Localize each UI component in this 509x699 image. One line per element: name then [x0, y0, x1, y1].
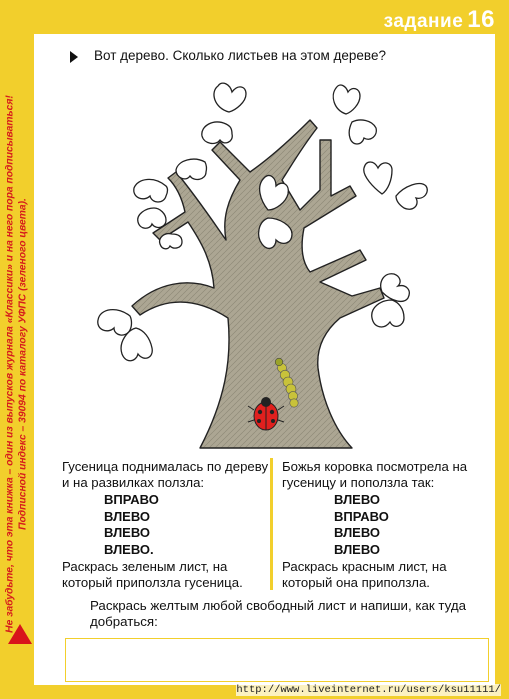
leaf: [381, 274, 410, 302]
direction-item: ВПРАВО: [334, 508, 389, 524]
ladybug-intro-line-2: гусеницу и поползла так:: [282, 475, 435, 490]
direction-item: ВЛЕВО.: [104, 541, 154, 557]
triangle-marker-icon: [8, 624, 32, 644]
task-word: задание: [383, 11, 464, 32]
leaf: [214, 83, 246, 112]
bottom-task-line-1: Раскрась желтым любой свободный лист и напиши, как туда: [90, 598, 466, 613]
direction-item: ВЛЕВО: [104, 525, 151, 540]
leaf: [98, 310, 132, 335]
direction-item: ВЛЕВО: [104, 508, 151, 524]
bottom-task-line-2: добраться:: [90, 614, 158, 629]
caterpillar-directions: [104, 492, 159, 558]
tree-illustration: [90, 76, 450, 458]
direction-item: ВЛЕВО: [334, 492, 381, 507]
caterpillar-task-line-2: который приползла гусеница.: [62, 575, 243, 590]
leaf: [134, 179, 168, 202]
leaf: [333, 85, 360, 114]
direction-item: ВПРАВО: [104, 492, 159, 507]
leaf: [349, 120, 376, 144]
task-heading: [384, 6, 495, 34]
leaf: [372, 300, 404, 327]
caterpillar-intro-line-2: и на развилках ползла:: [62, 475, 205, 490]
subscription-note: [5, 95, 30, 633]
task-number: 16: [467, 6, 495, 33]
leaf: [396, 184, 427, 210]
bottom-task: [90, 598, 490, 630]
subscription-line-2: Подписной индекс – 39094 по каталогу УФПС (зеленого цвета).: [17, 198, 28, 530]
leaf: [364, 162, 392, 194]
direction-item: ВЛЕВО: [334, 525, 381, 540]
tree-trunk: [132, 120, 384, 448]
ladybug-intro: [282, 459, 467, 491]
caterpillar-intro: [62, 459, 268, 491]
watermark-url: http://www.liveinternet.ru/users/ksu11111/: [236, 684, 501, 696]
question-text: [74, 48, 386, 63]
leaf: [176, 159, 206, 179]
answer-box[interactable]: [65, 638, 489, 682]
subscription-line-1: Не забудьте, что эта книжка – один из выпусков журнала «Классики» и на него пора подписываться!: [4, 95, 16, 633]
caterpillar-task: [62, 559, 243, 591]
leaf: [138, 208, 166, 228]
leaf: [202, 122, 232, 144]
ladybug-task: [282, 559, 447, 591]
column-divider: [270, 458, 273, 590]
ladybug-directions: [334, 492, 389, 558]
caterpillar-task-line-1: Раскрась зеленым лист, на: [62, 559, 228, 574]
ladybug-intro-line-1: Божья коровка посмотрела на: [282, 459, 468, 474]
caterpillar-intro-line-1: Гусеница поднималась по дереву: [62, 459, 269, 474]
direction-item: ВЛЕВО: [334, 541, 381, 557]
question-label: Вот дерево. Сколько листьев на этом дереве?: [94, 48, 386, 63]
ladybug-task-line-1: Раскрась красным лист, на: [282, 559, 447, 574]
sidebar: [0, 34, 34, 634]
leaf: [160, 234, 182, 249]
ladybug-task-line-2: который она приползла.: [282, 575, 430, 590]
